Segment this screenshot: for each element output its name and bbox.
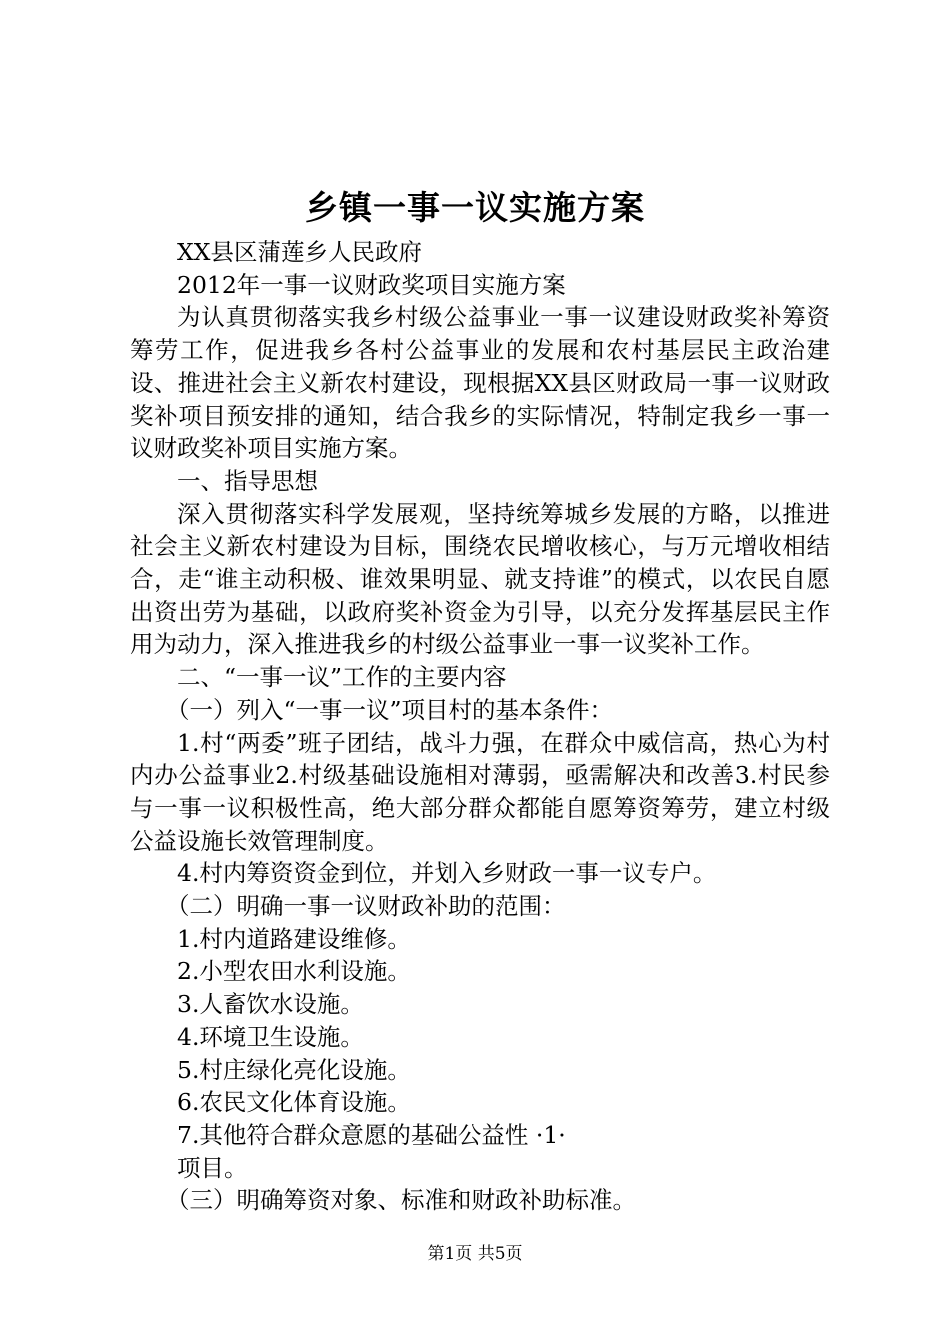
body-paragraph: 3.人畜饮水设施。 (177, 990, 364, 1019)
body-paragraph: 1.村内道路建设维修。 (177, 924, 411, 953)
document-title: 乡镇一事一议实施方案 (305, 188, 645, 227)
body-paragraph: XX县区蒲莲乡人民政府 (177, 238, 422, 266)
body-paragraph: 4.村内筹资资金到位，并划入乡财政一事一议专户。 (177, 859, 717, 888)
body-paragraph: 5.村庄绿化亮化设施。 (177, 1055, 411, 1084)
document-body (130, 236, 830, 1217)
body-paragraph: 1.村“两委”班子团结，战斗力强，在群众中威信高，热心为村内办公益事业2.村级基础设施相对薄弱，亟需解决和改善3.村民参与一事一议积极性高，绝大部分群众都能自愿筹资筹劳，建立村级公益设施长效管理制度。 (130, 728, 830, 855)
body-paragraph: 二、“一事一议”工作的主要内容 (177, 663, 507, 692)
body-paragraph: 2.小型农田水利设施。 (177, 957, 411, 986)
body-paragraph: 深入贯彻落实科学发展观，坚持统筹城乡发展的方略，以推进社会主义新农村建设为目标，围绕农民增收核心，与万元增收相结合，走“谁主动积极、谁效果明显、就支持谁”的模式，以农民自愿出资出劳为基础，以政府奖补资金为引导，以充分发挥基层民主作用为动力，深入推进我乡的村级公益事业一事一议奖补工作。 (130, 499, 830, 659)
body-paragraph: 2012年一事一议财政奖项目实施方案 (177, 270, 566, 299)
body-paragraph: （三）明确筹资对象、标准和财政补助标准。 (166, 1186, 636, 1215)
body-paragraph: 一、指导思想 (177, 466, 318, 495)
body-paragraph: 为认真贯彻落实我乡村级公益事业一事一议建设财政奖补筹资筹劳工作，促进我乡各村公益事业的发展和农村基层民主政治建设、推进社会主义新农村建设，现根据XX县区财政局一事一议财政奖补项目预安排的通知，结合我乡的实际情况，特制定我乡一事一议财政奖补项目实施方案。 (130, 303, 830, 463)
body-paragraph: 7.其他符合群众意愿的基础公益性 ·1· (177, 1120, 566, 1149)
page-footer: 第1页 共5页 (427, 1244, 523, 1264)
body-paragraph: 4.环境卫生设施。 (177, 1022, 364, 1051)
body-paragraph: （一）列入“一事一议”项目村的基本条件： (166, 695, 614, 724)
body-paragraph: 6.农民文化体育设施。 (177, 1088, 411, 1117)
body-paragraph: （二）明确一事一议财政补助的范围： (166, 892, 566, 921)
body-paragraph: 项目。 (177, 1153, 248, 1182)
